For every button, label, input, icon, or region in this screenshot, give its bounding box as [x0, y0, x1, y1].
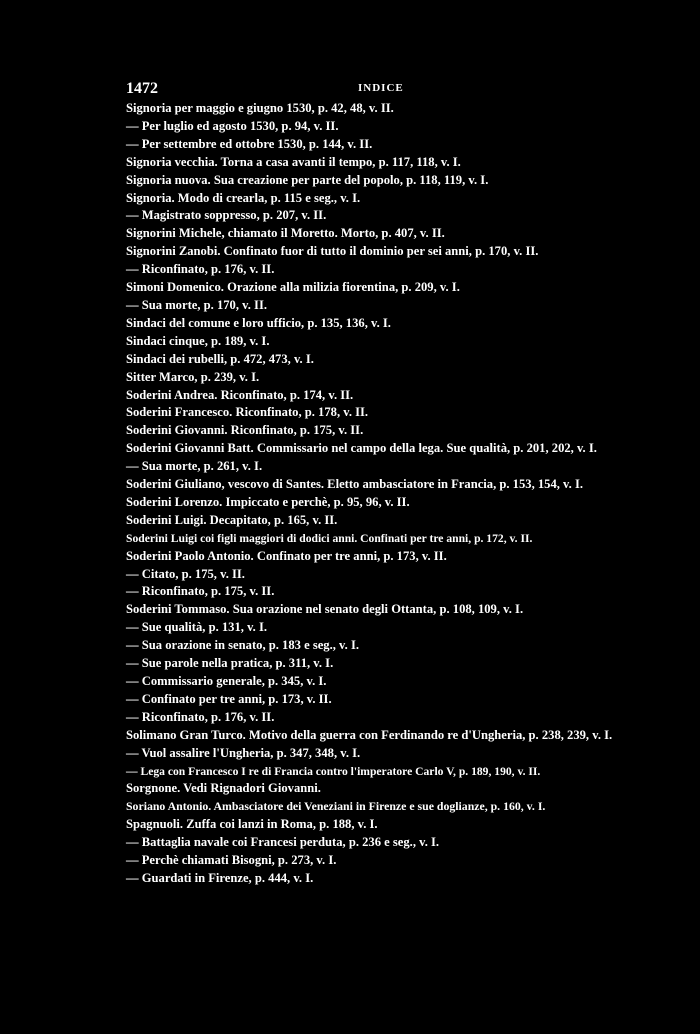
index-entry: Sindaci del comune e loro ufficio, p. 135, 136, v. I.: [126, 315, 391, 330]
index-entry: Soderini Luigi coi figli maggiori di dodici anni. Confinati per tre anni, p. 172, v. II.: [126, 531, 533, 545]
index-entry: Soderini Luigi. Decapitato, p. 165, v. II.: [126, 512, 338, 527]
page-number: 1472: [126, 80, 158, 97]
index-entry: Sorgnone. Vedi Rignadori Giovanni.: [126, 781, 321, 796]
index-entry: Sitter Marco, p. 239, v. I.: [126, 369, 260, 384]
index-entry: Soderini Giovanni. Riconfinato, p. 175, v. II.: [126, 423, 364, 438]
index-entry: — Riconfinato, p. 175, v. II.: [126, 584, 275, 599]
index-entry: — Sue qualità, p. 131, v. I.: [126, 620, 268, 635]
index-entry: — Vuol assalire l'Ungheria, p. 347, 348, v. I.: [126, 745, 361, 760]
index-entry: Signorini Zanobi. Confinato fuor di tutto il dominio per sei anni, p. 170, v. II.: [126, 244, 539, 259]
index-entry: — Sua morte, p. 170, v. II.: [126, 297, 267, 312]
index-entry: Signoria nuova. Sua creazione per parte del popolo, p. 118, 119, v. I.: [126, 172, 489, 187]
index-entry: — Magistrato soppresso, p. 207, v. II.: [126, 208, 327, 223]
index-entry: Soderini Paolo Antonio. Confinato per tre anni, p. 173, v. II.: [126, 548, 447, 563]
index-entry: — Per luglio ed agosto 1530, p. 94, v. II.: [126, 118, 339, 133]
index-entry: Signorini Michele, chiamato il Moretto. Morto, p. 407, v. II.: [126, 226, 445, 241]
index-entry: Solimano Gran Turco. Motivo della guerra con Ferdinando re d'Ungheria, p. 238, 239, v. I.: [126, 727, 613, 742]
index-entry: Soriano Antonio. Ambasciatore dei Veneziani in Firenze e sue doglianze, p. 160, v. I.: [126, 799, 546, 814]
running-head: INDICE: [358, 82, 404, 94]
index-entry: Soderini Tommaso. Sua orazione nel senato degli Ottanta, p. 108, 109, v. I.: [126, 602, 524, 617]
index-entry: — Confinato per tre anni, p. 173, v. II.: [126, 691, 332, 706]
index-entry: — Lega con Francesco I re di Francia contro l'imperatore Carlo V, p. 189, 190, v. II.: [126, 764, 541, 778]
index-entry: — Per settembre ed ottobre 1530, p. 144, v. II.: [126, 136, 373, 151]
index-entry: — Perchè chiamati Bisogni, p. 273, v. I.: [126, 853, 337, 868]
index-entry: — Guardati in Firenze, p. 444, v. I.: [126, 870, 314, 885]
index-entry: — Riconfinato, p. 176, v. II.: [126, 262, 275, 277]
index-entry: — Sue parole nella pratica, p. 311, v. I.: [126, 656, 334, 671]
index-entry: — Sua orazione in senato, p. 183 e seg., v. I.: [126, 638, 359, 653]
index-entry: Simoni Domenico. Orazione alla milizia fiorentina, p. 209, v. I.: [126, 280, 460, 295]
index-entry: — Citato, p. 175, v. II.: [126, 566, 245, 581]
index-entry: Soderini Giuliano, vescovo di Santes. Eletto ambasciatore in Francia, p. 153, 154, v. I.: [126, 477, 584, 492]
index-entry: Signoria. Modo di crearla, p. 115 e seg., v. I.: [126, 190, 361, 205]
page-header: [0, 80, 700, 100]
index-entry: Spagnuoli. Zuffa coi lanzi in Roma, p. 188, v. I.: [126, 817, 378, 832]
index-entry: — Commissario generale, p. 345, v. I.: [126, 674, 327, 688]
index-entry: Soderini Andrea. Riconfinato, p. 174, v. II.: [126, 387, 354, 402]
index-entry: Soderini Lorenzo. Impiccato e perchè, p. 95, 96, v. II.: [126, 494, 410, 509]
index-entry: Sindaci dei rubelli, p. 472, 473, v. I.: [126, 351, 314, 366]
index-entry: Signoria vecchia. Torna a casa avanti il tempo, p. 117, 118, v. I.: [126, 154, 461, 169]
index-entry: Soderini Francesco. Riconfinato, p. 178, v. II.: [126, 405, 369, 420]
index-entry: Signoria per maggio e giugno 1530, p. 42, 48, v. II.: [126, 101, 394, 115]
index-entry: — Battaglia navale coi Francesi perduta, p. 236 e seg., v. I.: [126, 835, 440, 850]
index-entry: — Sua morte, p. 261, v. I.: [126, 459, 263, 474]
index-entry: Sindaci cinque, p. 189, v. I.: [126, 333, 270, 348]
index-entry: Soderini Giovanni Batt. Commissario nel campo della lega. Sue qualità, p. 201, 202, v. I.: [126, 441, 597, 456]
index-entry: — Riconfinato, p. 176, v. II.: [126, 709, 275, 724]
index-entries: [126, 100, 646, 888]
